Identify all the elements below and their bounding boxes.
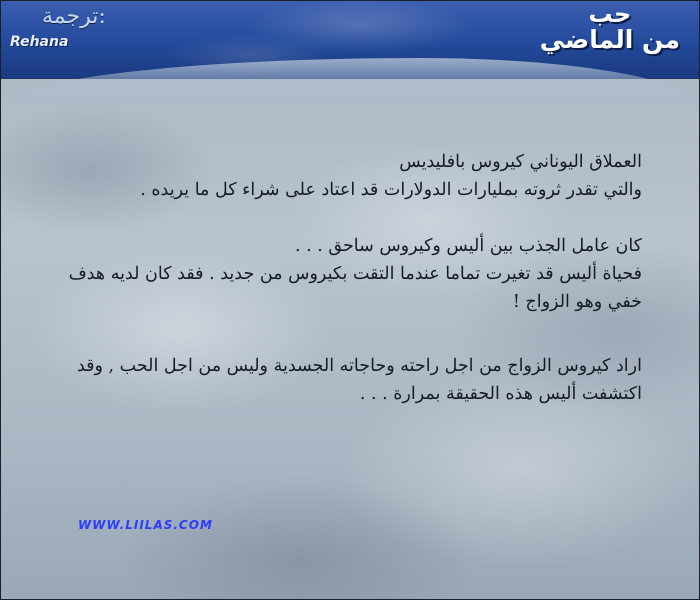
summary-paragraph-2 [52, 232, 642, 316]
summary-line: فحياة أليس قد تغيرت تماما عندما التقت بكيروس من جديد . فقد كان لديه هدف [68, 264, 642, 284]
summary-line: اراد كيروس الزواج من اجل راحته وحاجاته الجسدية وليس من اجل الحب , وقد [76, 356, 642, 376]
summary-line: كان عامل الجذب بين أليس وكيروس ساحق . . . [294, 236, 642, 256]
summary-line: والتي تقدر ثروته بمليارات الدولارات قد اعتاد على شراء كل ما يريده . [140, 180, 642, 200]
summary-paragraph-3 [52, 352, 642, 408]
header-banner [0, 0, 700, 79]
story-summary [52, 148, 642, 408]
story-title [540, 2, 680, 53]
translator-name: Rehana [10, 34, 69, 50]
story-title-line-1: حب [588, 0, 632, 28]
summary-line: العملاق اليوناني كيروس بافليديس [399, 152, 642, 172]
summary-line: اكتشفت أليس هذه الحقيقة بمرارة . . . [359, 384, 642, 404]
translator-label: ترجمة: [42, 4, 106, 29]
summary-paragraph-1 [52, 148, 642, 204]
header-curve-decoration [0, 58, 700, 108]
site-url-link[interactable]: WWW.LIILAS.COM [78, 518, 213, 532]
summary-line: خفي وهو الزواج ! [512, 292, 642, 312]
story-title-line-2: من الماضي [539, 25, 680, 55]
